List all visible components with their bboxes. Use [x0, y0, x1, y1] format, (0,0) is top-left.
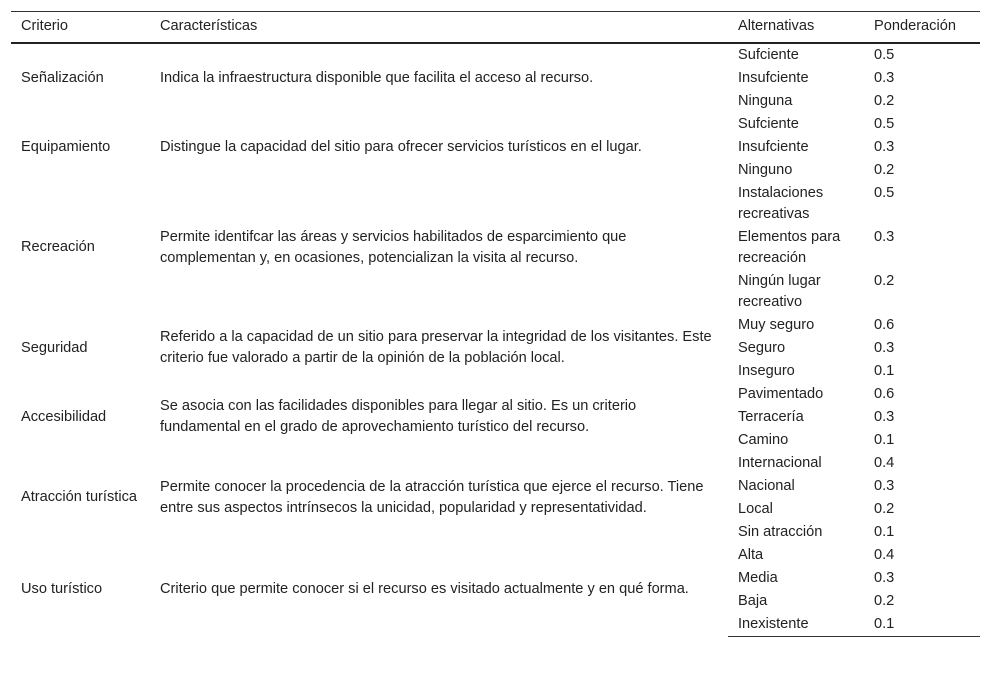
ponderacion-cell: 0.3 — [874, 138, 895, 155]
alternativa-cell: Ninguna — [738, 92, 793, 109]
criterio-cell: Recreación — [21, 239, 95, 255]
ponderacion-cell: 0.2 — [874, 161, 895, 178]
caracteristicas-cell: Permite identifcar las áreas y servicios habilitados de esparcimiento que complementan y, en ocasiones, potencializan la visita al recurso. — [160, 228, 627, 266]
alternativa-cell: Inseguro — [738, 362, 795, 379]
criterio-cell: Uso turístico — [21, 581, 103, 598]
table-row — [11, 452, 980, 475]
ponderacion-cell: 0.3 — [874, 339, 895, 356]
ponderacion-cell: 0.6 — [874, 385, 895, 402]
ponderacion-cell: 0.2 — [874, 92, 895, 109]
table-row — [11, 43, 980, 67]
table-row — [11, 544, 980, 567]
ponderacion-cell: 0.3 — [874, 69, 895, 86]
ponderacion-cell: 0.1 — [866, 613, 980, 637]
ponderacion-cell: 0.2 — [874, 500, 895, 517]
criterio-cell: Equipamiento — [21, 138, 111, 155]
alternativa-cell: Terracería — [738, 408, 804, 425]
ponderacion-cell: 0.5 — [874, 46, 895, 63]
criterio-cell: Atracción turística — [21, 489, 137, 505]
alternativa-cell: Internacional — [738, 454, 822, 471]
alternativa-cell: Camino — [738, 431, 789, 448]
caracteristicas-cell: Se asocia con las facilidades disponibles para llegar al sitio. Es un criterio fundamental en el grado de aprovechamiento turístico del recurso. — [160, 398, 637, 435]
ponderacion-cell: 0.4 — [874, 546, 895, 563]
alternativa-cell: Nacional — [738, 477, 795, 494]
alternativa-cell: Inexistente — [728, 613, 866, 637]
caracteristicas-cell: Indica la infraestructura disponible que facilita el acceso al recurso. — [160, 69, 594, 86]
header-alternativas: Alternativas — [728, 12, 866, 43]
alternativa-cell: Baja — [738, 592, 768, 609]
alternativa-cell: Sufciente — [738, 46, 799, 63]
alternativa-cell: Ningún lugar recreativo — [738, 272, 821, 310]
criterio-cell: Accesibilidad — [21, 408, 107, 425]
criteria-table — [11, 11, 980, 637]
header-row — [11, 12, 980, 43]
ponderacion-cell: 0.6 — [874, 316, 895, 333]
alternativa-cell: Ninguno — [738, 161, 793, 178]
ponderacion-cell: 0.1 — [874, 362, 895, 379]
ponderacion-cell: 0.2 — [874, 592, 895, 609]
ponderacion-cell: 0.5 — [874, 115, 895, 132]
alternativa-cell: Insufciente — [738, 138, 809, 155]
alternativa-cell: Seguro — [738, 339, 786, 356]
table-row — [11, 314, 980, 337]
ponderacion-cell: 0.3 — [874, 477, 895, 494]
caracteristicas-cell: Permite conocer la procedencia de la atracción turística que ejerce el recurso. Tiene entre sus aspectos intrínsecos la unicidad, popularidad y representatividad. — [160, 478, 704, 516]
table-row — [11, 383, 980, 406]
ponderacion-cell: 0.3 — [874, 408, 895, 425]
table-body — [11, 43, 980, 637]
ponderacion-cell: 0.5 — [874, 184, 895, 201]
alternativa-cell: Sufciente — [738, 115, 799, 132]
table-row — [11, 182, 980, 226]
alternativa-cell: Local — [738, 500, 773, 517]
alternativa-cell: Media — [738, 569, 778, 586]
alternativa-cell: Elementos para recreación — [738, 228, 841, 266]
ponderacion-cell: 0.2 — [874, 272, 895, 289]
alternativa-cell: Pavimentado — [738, 385, 824, 402]
caracteristicas-cell: Referido a la capacidad de un sitio para preservar la integridad de los visitantes. Este criterio fue valorado a partir de la opinión de la población local. — [160, 329, 712, 366]
alternativa-cell: Instalaciones recreativas — [738, 184, 824, 222]
ponderacion-cell: 0.4 — [874, 454, 895, 471]
header-ponderacion: Ponderación — [866, 12, 980, 43]
alternativa-cell: Muy seguro — [738, 316, 815, 333]
criterio-cell: Seguridad — [21, 339, 88, 356]
criterio-cell: Señalización — [21, 69, 104, 86]
header-caracteristicas: Características — [150, 12, 728, 43]
ponderacion-cell: 0.3 — [874, 569, 895, 586]
table-row — [11, 113, 980, 136]
ponderacion-cell: 0.1 — [874, 431, 895, 448]
ponderacion-cell: 0.3 — [874, 228, 895, 245]
header-criterio: Criterio — [11, 12, 150, 43]
caracteristicas-cell: Distingue la capacidad del sitio para ofrecer servicios turísticos en el lugar. — [160, 138, 642, 155]
caracteristicas-cell: Criterio que permite conocer si el recurso es visitado actualmente y en qué forma. — [160, 581, 689, 598]
ponderacion-cell: 0.1 — [874, 523, 895, 540]
alternativa-cell: Alta — [738, 546, 764, 563]
alternativa-cell: Insufciente — [738, 69, 809, 86]
alternativa-cell: Sin atracción — [738, 523, 823, 540]
